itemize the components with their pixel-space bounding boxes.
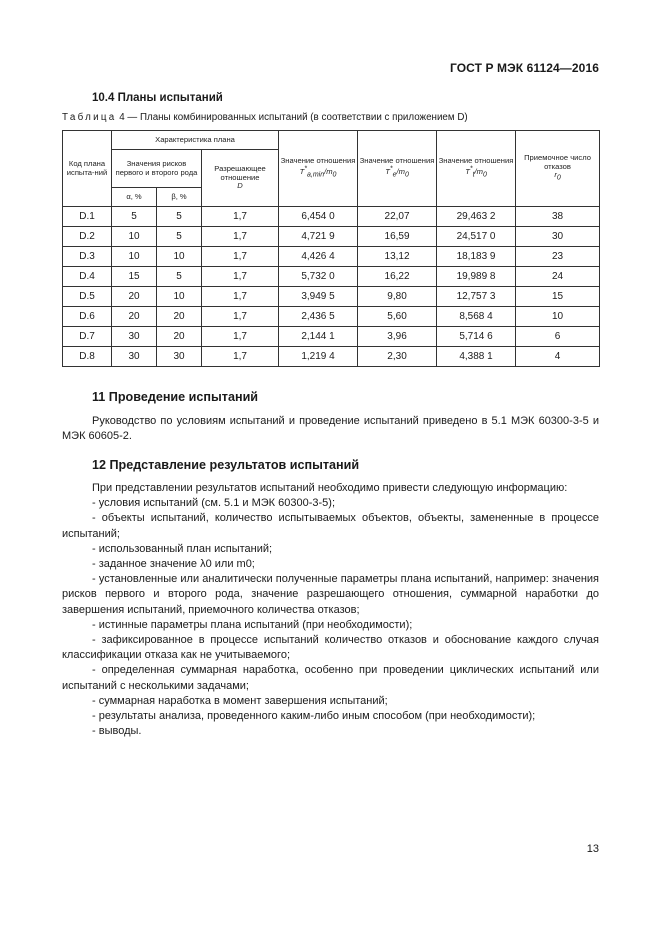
cell-te: 3,96	[358, 327, 437, 347]
cell-ratio: 1,7	[202, 327, 279, 347]
table-row	[63, 227, 600, 247]
cell-ratio: 1,7	[202, 247, 279, 267]
cell-tt: 4,388 1	[437, 347, 516, 367]
header-beta: β, %	[157, 188, 202, 207]
cell-beta: 5	[157, 227, 202, 247]
section-10-4-title: 10.4 Планы испытаний	[92, 92, 223, 104]
cell-r0: 24	[516, 267, 600, 287]
cell-tt: 18,183 9	[437, 247, 516, 267]
header-plan-characteristics: Характеристика плана	[112, 131, 279, 150]
list-item: - суммарная наработка в момент завершения испытаний;	[92, 694, 388, 707]
cell-r0: 23	[516, 247, 600, 267]
header-ta-ratio	[279, 131, 358, 207]
cell-ratio: 1,7	[202, 307, 279, 327]
cell-ratio: 1,7	[202, 347, 279, 367]
cell-r0: 38	[516, 207, 600, 227]
header-code: Код плана испыта-ний	[63, 131, 112, 207]
cell-ta: 3,949 5	[279, 287, 358, 307]
header-te-symbol: $T^*_e/m_0$	[385, 165, 409, 179]
cell-te: 16,59	[358, 227, 437, 247]
table-row	[63, 247, 600, 267]
list-item: - объекты испытаний, количество испытываемых объектов, объекты, замененные в процессе испытаний;	[62, 512, 599, 540]
header-alpha: α, %	[112, 188, 157, 207]
header-te-ratio	[358, 131, 437, 207]
cell-te: 9,80	[358, 287, 437, 307]
section-11-paragraph: Руководство по условиям испытаний и проведение испытаний приведено в 5.1 МЭК 60300-3-5 и МЭК 60605-2.	[62, 415, 599, 443]
cell-ta: 4,426 4	[279, 247, 358, 267]
cell-beta: 10	[157, 287, 202, 307]
section-12-intro: При представлении результатов испытаний необходимо привести следующую информацию:	[92, 482, 568, 494]
cell-te: 5,60	[358, 307, 437, 327]
header-risks: Значения рисков первого и второго рода	[112, 150, 202, 188]
header-tt-label: Значение отношения	[438, 156, 514, 166]
standard-header: ГОСТ Р МЭК 61124—2016	[449, 61, 599, 75]
cell-r0: 4	[516, 347, 600, 367]
cell-beta: 5	[157, 267, 202, 287]
cell-alpha: 30	[112, 327, 157, 347]
table-caption	[62, 112, 468, 123]
cell-ratio: 1,7	[202, 267, 279, 287]
cell-alpha: 30	[112, 347, 157, 367]
header-accept-label: Приемочное число отказов	[524, 153, 591, 171]
cell-ta: 5,732 0	[279, 267, 358, 287]
cell-beta: 5	[157, 207, 202, 227]
header-te-label: Значение отношения	[359, 156, 435, 166]
cell-r0: 30	[516, 227, 600, 247]
list-item: - определенная суммарная наработка, особенно при проведении циклических испытаний или испытаний с несколькими задачами;	[62, 664, 599, 692]
list-item: - зафиксированное в процессе испытаний количество отказов и обоснование каждого случая классификации отказа как не учитываемого;	[62, 634, 599, 662]
cell-alpha: 5	[112, 207, 157, 227]
header-acceptance-number	[516, 131, 600, 207]
cell-alpha: 15	[112, 267, 157, 287]
section-12-title: 12 Представление результатов испытаний	[92, 458, 360, 472]
cell-r0: 10	[516, 307, 600, 327]
cell-ratio: 1,7	[202, 207, 279, 227]
cell-beta: 10	[157, 247, 202, 267]
header-discrimination-ratio	[202, 150, 279, 207]
table-row	[63, 287, 600, 307]
list-item: - истинные параметры плана испытаний (при необходимости);	[92, 618, 413, 631]
list-item: - условия испытаний (см. 5.1 и МЭК 60300-3-5);	[92, 497, 336, 510]
cell-ta: 6,454 0	[279, 207, 358, 227]
cell-code: D.4	[63, 267, 112, 287]
cell-code: D.2	[63, 227, 112, 247]
cell-code: D.8	[63, 347, 112, 367]
cell-code: D.3	[63, 247, 112, 267]
cell-code: D.1	[63, 207, 112, 227]
cell-r0: 15	[516, 287, 600, 307]
cell-alpha: 10	[112, 227, 157, 247]
header-ta-symbol: $T^*_{a,min}/m_0$	[299, 165, 337, 179]
cell-alpha: 20	[112, 287, 157, 307]
table-row	[63, 307, 600, 327]
cell-ta: 4,721 9	[279, 227, 358, 247]
header-tt-symbol: $T^*_t/m_0$	[465, 165, 487, 179]
cell-tt: 29,463 2	[437, 207, 516, 227]
cell-alpha: 10	[112, 247, 157, 267]
cell-tt: 12,757 3	[437, 287, 516, 307]
cell-beta: 20	[157, 307, 202, 327]
cell-tt: 8,568 4	[437, 307, 516, 327]
table-row	[63, 267, 600, 287]
page-number: 13	[586, 843, 599, 855]
header-tt-ratio	[437, 131, 516, 207]
cell-tt: 24,517 0	[437, 227, 516, 247]
cell-ratio: 1,7	[202, 287, 279, 307]
section-11-title: 11 Проведение испытаний	[92, 390, 259, 404]
list-item: - выводы.	[92, 725, 142, 738]
header-ratio-label: Разрешающее отношение	[214, 163, 266, 182]
header-ratio-symbol: D	[237, 181, 243, 191]
list-item: - заданное значение λ0 или m0;	[92, 558, 255, 571]
cell-ta: 1,219 4	[279, 347, 358, 367]
cell-r0: 6	[516, 327, 600, 347]
cell-tt: 19,989 8	[437, 267, 516, 287]
cell-te: 2,30	[358, 347, 437, 367]
cell-te: 22,07	[358, 207, 437, 227]
header-ta-label: Значение отношения	[280, 156, 356, 166]
section-12-text-block	[62, 481, 599, 739]
test-plans-table	[62, 130, 600, 367]
cell-alpha: 20	[112, 307, 157, 327]
cell-code: D.5	[63, 287, 112, 307]
cell-code: D.6	[63, 307, 112, 327]
cell-ta: 2,144 1	[279, 327, 358, 347]
table-caption-label: Таблица	[62, 112, 117, 123]
cell-code: D.7	[63, 327, 112, 347]
cell-ratio: 1,7	[202, 227, 279, 247]
cell-tt: 5,714 6	[437, 327, 516, 347]
table-row	[63, 347, 600, 367]
table-row	[63, 327, 600, 347]
cell-te: 16,22	[358, 267, 437, 287]
list-item: - результаты анализа, проведенного каким-либо иным способом (при необходимости);	[92, 710, 536, 723]
cell-te: 13,12	[358, 247, 437, 267]
table-row	[63, 207, 600, 227]
table-caption-text: 4 — Планы комбинированных испытаний (в соответствии с приложением D)	[119, 112, 468, 123]
section-11-text-block	[62, 414, 599, 444]
list-item: - использованный план испытаний;	[92, 542, 273, 555]
cell-beta: 30	[157, 347, 202, 367]
header-accept-symbol: $r_0$	[554, 170, 561, 182]
list-item: - установленные или аналитически полученные параметры плана испытаний, например: значения рисков первого и второго рода, значение разрешающего отношения, суммарной наработки до завершения испытаний, приемочного количества отказов;	[62, 573, 599, 616]
cell-ta: 2,436 5	[279, 307, 358, 327]
cell-beta: 20	[157, 327, 202, 347]
